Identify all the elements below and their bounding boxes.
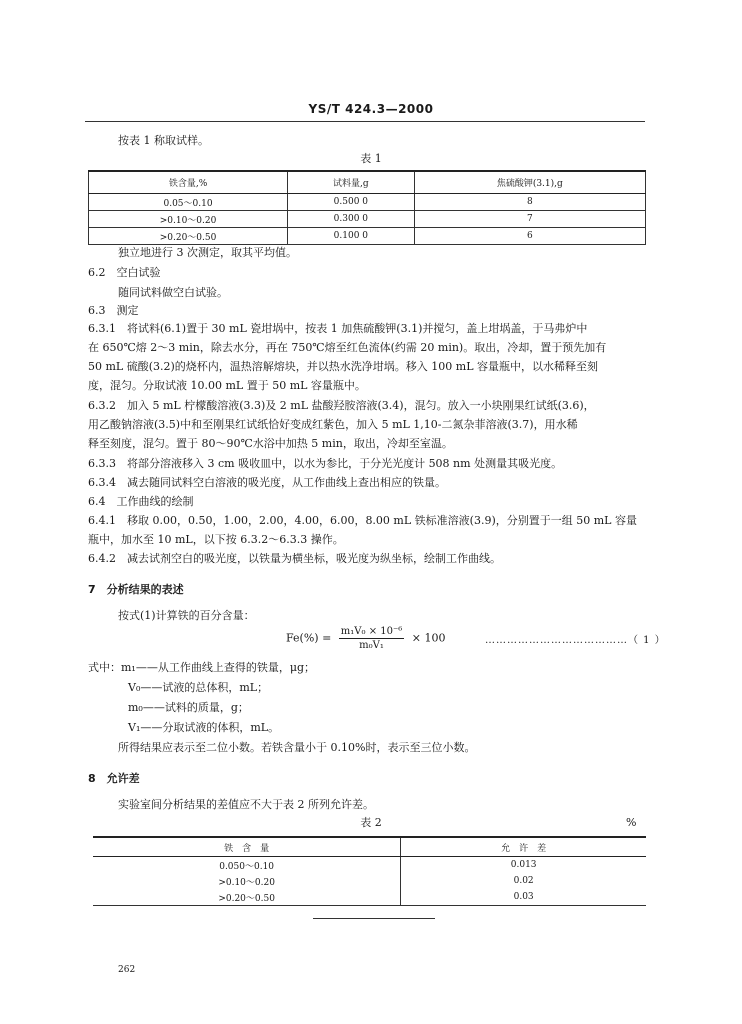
where-line: V₀——试液的总体积，mL； — [128, 681, 269, 694]
table2-unit: % — [626, 816, 637, 829]
where-line: V₁——分取试液的体积，mL。 — [128, 721, 280, 734]
where-line: 式中：m₁——从工作曲线上查得的铁量，μg； — [88, 661, 316, 674]
section-6-4-1-line: 瓶中，加水至 10 mL，以下按 6.3.2～6.3.3 操作。 — [88, 533, 344, 546]
section-6-4-2-text: 6.4.2 减去试剂空白的吸光度，以铁量为横坐标，吸光度为纵坐标，绘制工作曲线。 — [88, 552, 501, 565]
section-6-3-heading: 6.3 测定 — [88, 304, 139, 317]
table-cell: 6 — [414, 228, 645, 245]
table-row — [89, 211, 646, 228]
table-cell: 0.05～0.10 — [89, 194, 288, 211]
table2-header-iron-content: 铁 含 量 — [93, 837, 401, 857]
table-cell: 7 — [414, 211, 645, 228]
header-rule — [85, 121, 645, 122]
table2-title: 表 2 — [360, 816, 382, 829]
section-6-2-heading: 6.2 空白试验 — [88, 266, 161, 279]
intro-text: 按表 1 称取试样。 — [118, 134, 209, 147]
table-cell: 0.100 0 — [288, 228, 415, 245]
section-6-3-2-line: 6.3.2 加入 5 mL 柠檬酸溶液(3.3)及 2 mL 盐酸羟胺溶液(3.4)，混匀。放入一小块刚果红试纸(3.6)， — [88, 399, 595, 412]
table1-title: 表 1 — [360, 152, 382, 165]
table-2 — [93, 836, 646, 906]
formula-tail: × 100 — [411, 631, 446, 645]
formula-number: …………………………………（ 1 ） — [485, 635, 666, 646]
table-cell: >0.20～0.50 — [93, 889, 401, 906]
section-8-text: 实验室间分析结果的差值应不大于表 2 所列允许差。 — [118, 798, 374, 811]
document-code-header: YS/T 424.3—2000 — [308, 102, 434, 116]
section-6-4-heading: 6.4 工作曲线的绘制 — [88, 495, 194, 508]
section-6-3-1-line: 50 mL 硫酸(3.2)的烧杯内，温热溶解熔块，并以热水洗净坩埚。移入 100 mL 容量瓶中，以水稀释至刻 — [88, 360, 599, 373]
formula-1 — [286, 625, 446, 652]
section-6-3-2-line: 用乙酸钠溶液(3.5)中和至刚果红试纸恰好变成红紫色，加入 5 mL 1,10-二氮杂菲溶液(3.7)，用水稀 — [88, 418, 578, 431]
table-cell: 0.300 0 — [288, 211, 415, 228]
table-cell: >0.10～0.20 — [218, 877, 275, 888]
section-6-3-1-line: 6.3.1 将试料(6.1)置于 30 mL 瓷坩埚中，按表 1 加焦硫酸钾(3.1)并搅匀，盖上坩埚盖，于马弗炉中 — [88, 322, 588, 335]
table-row — [93, 857, 646, 874]
table-cell: 0.050～0.10 — [219, 861, 275, 872]
formula-lhs: Fe(%) = — [286, 631, 332, 645]
section-6-3-4-text: 6.3.4 减去随同试料空白溶液的吸光度，从工作曲线上查出相应的铁量。 — [88, 476, 446, 489]
independent-measurement-text: 独立地进行 3 次测定，取其平均值。 — [118, 246, 297, 259]
table-1 — [88, 170, 646, 245]
end-rule — [313, 918, 435, 919]
table1-header-potassium-pyrosulfate: 焦硫酸钾(3.1),g — [414, 171, 645, 194]
table-cell: 0.500 0 — [288, 194, 415, 211]
section-6-3-1-line: 度，混匀。分取试液 10.00 mL 置于 50 mL 容量瓶中。 — [88, 379, 366, 392]
section-6-3-3-text: 6.3.3 将部分溶液移入 3 cm 吸收皿中，以水为参比，于分光光度计 508 nm 处测量其吸光度。 — [88, 457, 563, 470]
table1-header-sample-mass: 试料量,g — [288, 171, 415, 194]
formula-fraction — [339, 625, 404, 652]
table-cell: 0.02 — [401, 873, 646, 889]
table-cell: >0.20～0.50 — [89, 228, 288, 245]
section-8-heading: 8 允许差 — [88, 772, 140, 785]
formula-denominator: m₀V₁ — [359, 640, 384, 651]
section-6-3-1-line: 在 650℃熔 2～3 min，除去水分，再在 750℃熔至红色流体(约需 20 min)。取出，冷却，置于预先加有 — [88, 341, 607, 354]
section-7-heading: 7 分析结果的表述 — [88, 583, 184, 596]
table-row — [93, 889, 646, 906]
section-6-3-2-line: 释至刻度，混匀。置于 80～90℃水浴中加热 5 min，取出，冷却至室温。 — [88, 437, 453, 450]
table1-header-iron-content: 铁含量,% — [89, 171, 288, 194]
table2-header-tolerance: 允 许 差 — [401, 837, 646, 857]
table-cell: 8 — [414, 194, 645, 211]
table-cell: 0.03 — [401, 889, 646, 906]
section-7-text: 按式(1)计算铁的百分含量： — [118, 609, 255, 622]
section-6-2-text: 随同试料做空白试验。 — [118, 286, 228, 299]
section-7-result-text: 所得结果应表示至二位小数。若铁含量小于 0.10%时，表示至三位小数。 — [118, 741, 476, 754]
page-number: 262 — [118, 965, 136, 975]
table-row — [89, 228, 646, 245]
table-row — [89, 194, 646, 211]
table-row — [93, 873, 646, 889]
section-6-4-1-line: 6.4.1 移取 0.00，0.50，1.00，2.00，4.00，6.00，8.00 mL 铁标准溶液(3.9)，分别置于一组 50 mL 容量 — [88, 514, 637, 527]
table-cell: 0.013 — [401, 857, 646, 874]
formula-numerator: m₁V₀ × 10⁻⁶ — [340, 626, 403, 637]
where-line: m₀——试料的质量，g； — [128, 701, 249, 714]
table-cell: >0.10～0.20 — [89, 211, 288, 228]
